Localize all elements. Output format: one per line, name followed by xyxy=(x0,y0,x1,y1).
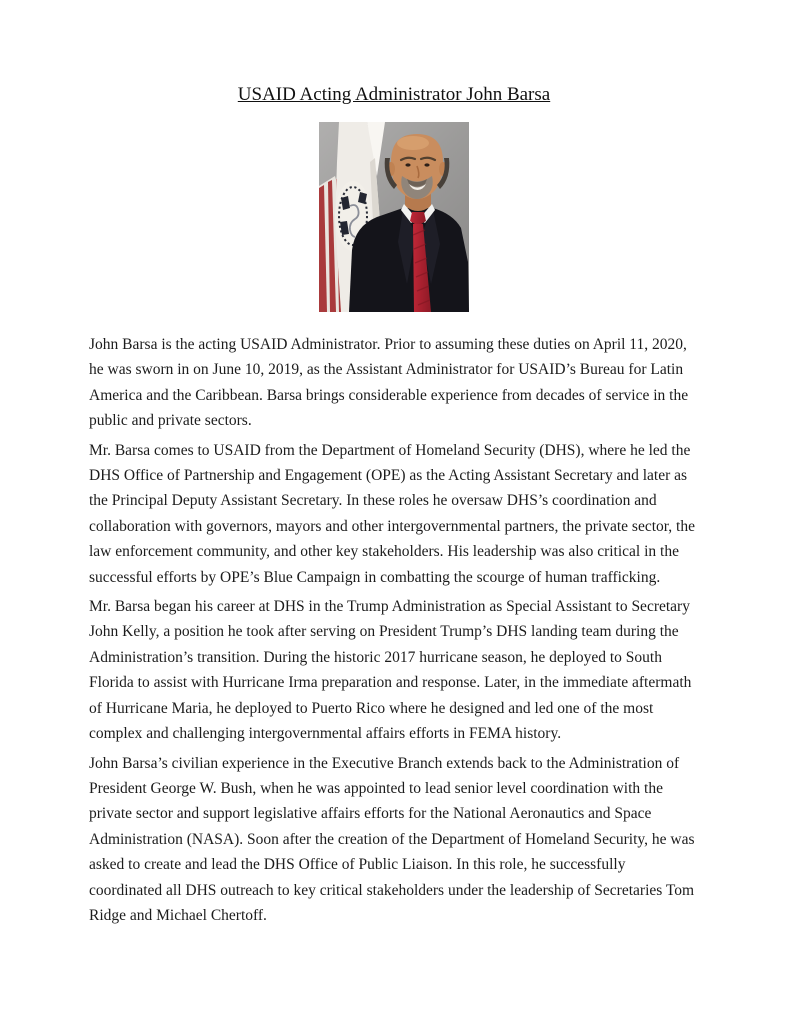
bio-paragraph-2: Mr. Barsa comes to USAID from the Department of Homeland Security (DHS), where he led the DHS Office of Partnership and Engagement (OPE) as the Acting Assistant Secretary and later as the Principal Deputy Assistant Secretary. In these roles he oversaw DHS’s coordination and collaboration with governors, mayors and other intergovernmental partners, the private sector, the law enforcement community, and other key stakeholders. His leadership was also critical in the successful efforts by OPE’s Blue Campaign in combatting the scourge of human trafficking. xyxy=(89,441,695,586)
portrait-illustration xyxy=(319,122,469,312)
portrait-photo xyxy=(319,122,469,312)
bio-paragraph-1: John Barsa is the acting USAID Administrator. Prior to assuming these duties on April 11, 2020, he was sworn in on June 10, 2019, as the Assistant Administrator for USAID’s Bureau for Latin America and the Caribbean. Barsa brings considerable experience from decades of service in the public and private sectors. xyxy=(89,336,689,430)
biography-text xyxy=(89,332,702,932)
bio-paragraph-4: John Barsa’s civilian experience in the Executive Branch extends back to the Administration of President George W. Bush, when he was appointed to lead senior level coordination with the private sector and support legislative affairs efforts for the National Aeronautics and Space Administration (NASA). Soon after the creation of the Department of Homeland Security, he was asked to create and lead the DHS Office of Public Liaison. In this role, he successfully coordinated all DHS outreach to key critical stakeholders under the leadership of Secretaries Tom Ridge and Michael Chertoff. xyxy=(89,754,695,924)
page-title: USAID Acting Administrator John Barsa xyxy=(237,84,551,105)
bio-paragraph-3: Mr. Barsa began his career at DHS in the Trump Administration as Special Assistant to Secretary John Kelly, a position he took after serving on President Trump’s DHS landing team during the Administration’s transition. During the historic 2017 hurricane season, he deployed to South Florida to assist with Hurricane Irma preparation and response. Later, in the immediate aftermath of Hurricane Maria, he deployed to Puerto Rico where he designed and led one of the most complex and challenging intergovernmental affairs efforts in FEMA history. xyxy=(89,598,692,743)
